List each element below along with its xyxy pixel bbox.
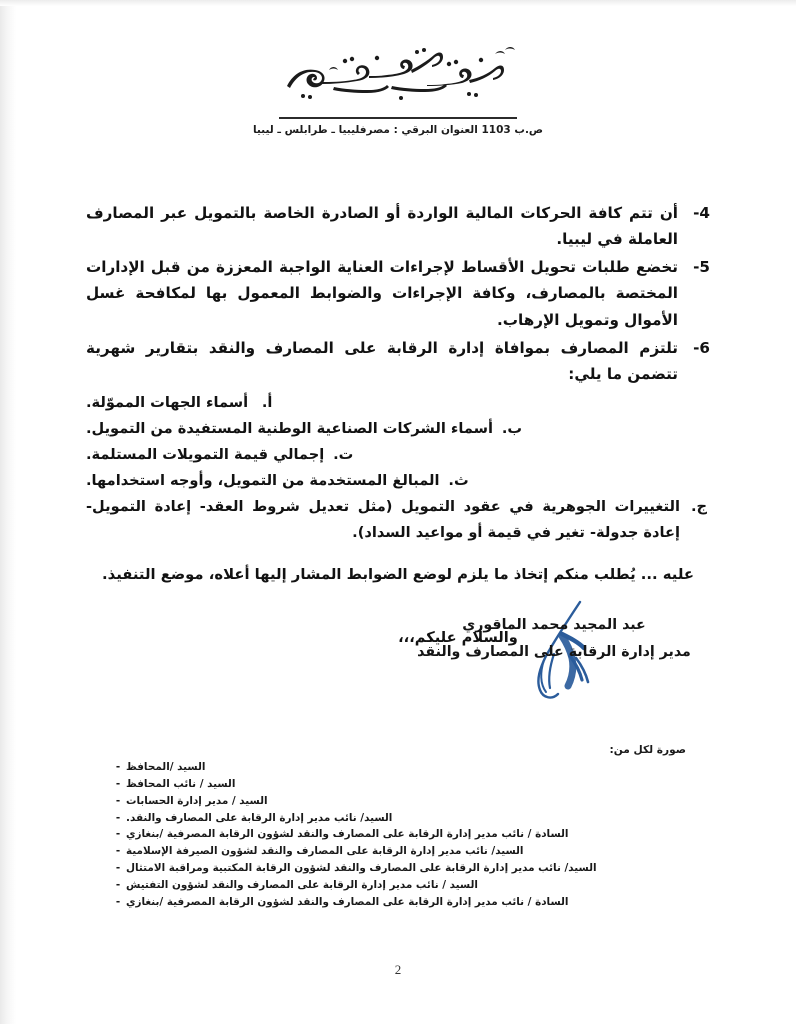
cc-list-item [110, 826, 686, 843]
letterhead-divider [279, 117, 517, 119]
letterhead-subtitle: ص.ب 1103 العنوان البرقي : مصرفليبيا ـ طرابلس ـ ليبيا [252, 123, 544, 136]
signature-block [0, 612, 796, 666]
clause-5-text: تخضع طلبات تحويل الأقساط لإجراءات العناية الواجبة المعززة من قبل الإدارات المختصة بالمصارف، وكافة الإجراءات والضوابط المعمول بها لمكافحة غسل الأموال وتمويل الإرهاب. [86, 258, 678, 329]
clause-4 [86, 200, 710, 252]
letterhead [0, 34, 796, 136]
closing-paragraph: عليه ... يُطلب منكم إتخاذ ما يلزم لوضع الضوابط المشار إليها أعلاه، موضع التنفيذ. [102, 565, 694, 583]
subclause-tha-text: المبالغ المستخدمة من التمويل، وأوجه استخدامها. [86, 471, 440, 489]
salutation: والسلام عليكم،،، [398, 628, 518, 646]
signer-title: مدير إدارة الرقابة على المصارف والنقد [417, 643, 691, 660]
subclause-jim-text: التغييرات الجوهرية في عقود التمويل (مثل تعديل شروط العقد- إعادة التمويل- إعادة جدولة- تغير في قيمة أو مواعيد السداد). [86, 497, 680, 541]
cc-item-bullet: - [115, 777, 121, 790]
scan-edge-shadow-top [0, 0, 796, 6]
clause-4-number: -4 [693, 204, 710, 222]
cc-item-text: السادة / نائب مدير إدارة الرقابة على المصارف والنقد لشؤون الرقابة المصرفية /بنغازي [126, 895, 569, 908]
cc-item-text: السيد/ نائب مدير إدارة الرقابة على المصارف والنقد لشؤون الصيرفة الإسلامية [126, 845, 524, 858]
bank-logo [273, 34, 523, 106]
cc-list-item [110, 810, 686, 827]
cc-list-item [110, 894, 686, 911]
subclause-alif-text: أسماء الجهات المموّلة. [86, 393, 249, 411]
cc-item-text: السيد / نائب مدير إدارة الرقابة على المصارف والنقد لشؤون التفتيش [126, 878, 478, 891]
cc-item-bullet: - [115, 828, 121, 841]
cc-item-text: السيد / نائب المحافظ [126, 777, 236, 790]
subclause-ta-text: إجمالي قيمة التمويلات المستلمة. [86, 445, 325, 463]
cc-list-item [110, 843, 686, 860]
clause-6-number: -6 [693, 338, 710, 357]
page-number: 2 [394, 962, 402, 977]
subclause-jim-marker: ج. [690, 497, 708, 515]
subclause-ta [86, 442, 710, 468]
cc-item-bullet: - [115, 811, 121, 824]
clause-5-number: -5 [693, 258, 710, 277]
cc-list-item [110, 860, 686, 877]
clause-5 [86, 254, 710, 332]
subclause-tha-marker: ث. [448, 471, 469, 489]
clause-4-text: أن تتم كافة الحركات المالية الواردة أو الصادرة الخاصة بالتمويل عبر المصارف العاملة في ليبيا. [86, 204, 678, 249]
subclause-alif [86, 390, 710, 416]
cc-item-bullet: - [115, 845, 121, 858]
subclause-ta-marker: ت. [333, 445, 354, 463]
cc-list-item [110, 793, 686, 810]
cc-list-item [110, 877, 686, 894]
signer-name: عبد المجيد محمد الماقوري [462, 617, 646, 633]
subclause-jim [86, 494, 710, 546]
cc-list-item [110, 776, 686, 793]
cc-item-bullet: - [115, 761, 121, 773]
clause-6-text: تلتزم المصارف بموافاة إدارة الرقابة على المصارف والنقد بتقارير شهرية تتضمن ما يلي: [86, 338, 678, 383]
subclause-ba-marker: ب. [501, 419, 523, 437]
letter-body [86, 200, 710, 646]
cc-item-bullet: - [115, 862, 121, 875]
subclause-ba [86, 416, 710, 442]
cc-item-text: السيد /المحافظ [126, 761, 206, 773]
central-bank-of-libya-calligraphy-icon [273, 34, 523, 106]
cc-item-bullet: - [115, 895, 121, 908]
cc-item-text: السيد / مدير إدارة الحسابات [126, 794, 268, 807]
cc-item-bullet: - [115, 794, 121, 807]
subclause-ba-text: أسماء الشركات الصناعية الوطنية المستفيدة من التمويل. [86, 419, 493, 437]
cc-list-item [110, 759, 686, 776]
clause-6-subclauses [86, 390, 710, 546]
cc-list [110, 759, 686, 911]
cc-title: صورة لكل من: [609, 744, 686, 756]
cc-distribution-block [110, 744, 686, 911]
scan-edge-shadow-left [0, 0, 16, 1024]
cc-item-text: السيد/ نائب مدير إدارة الرقابة على المصارف والنقد. [126, 811, 393, 824]
clause-6 [86, 335, 710, 387]
subclause-tha [86, 468, 710, 494]
cc-item-text: السيد/ نائب مدير إدارة الرقابة على المصارف والنقد لشؤون الرقابة المكتبية ومراقبة الامتثال [126, 862, 597, 875]
cc-item-bullet: - [115, 878, 121, 891]
cc-item-text: السادة / نائب مدير إدارة الرقابة على المصارف والنقد لشؤون الرقابة المصرفية /بنغازي [126, 828, 569, 841]
subclause-alif-marker: أ. [261, 393, 273, 411]
